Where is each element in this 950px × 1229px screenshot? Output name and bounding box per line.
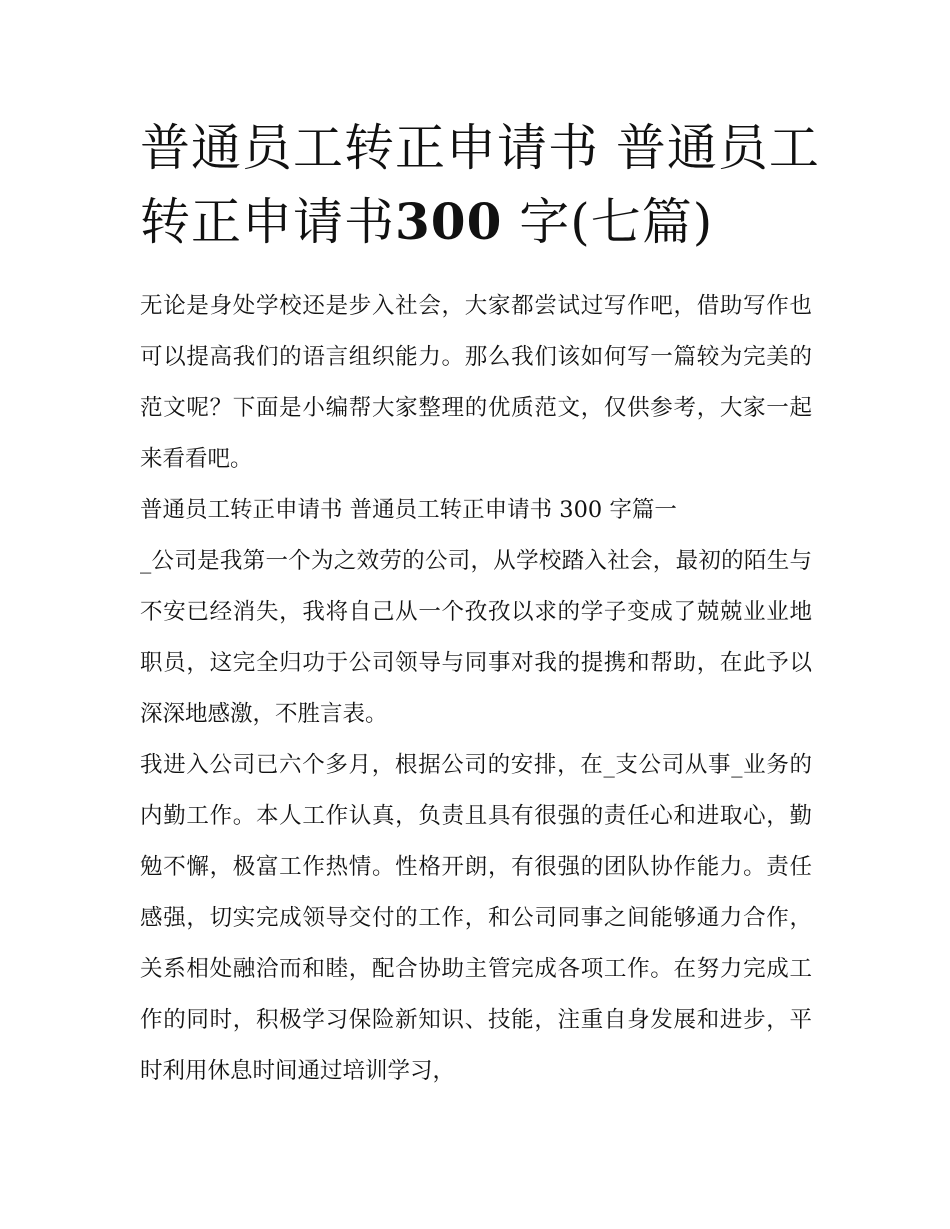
title-number: 300 [395, 192, 503, 251]
body-paragraph: _公司是我第一个为之效劳的公司，从学校踏入社会，最初的陌生与不安已经消失，我将自己从一个孜孜以求的学子变成了兢兢业业地职员，这完全归功于公司领导与同事对我的提携和帮助，在此予以深深地感激，不胜言表。 [140, 548, 812, 727]
intro-paragraph: 无论是身处学校还是步入社会，大家都尝试过写作吧，借助写作也可以提高我们的语言组织能力。那么我们该如何写一篇较为完美的范文呢？下面是小编帮大家整理的优质范文，仅供参考，大家一起来看看吧。 [140, 293, 812, 472]
document-title [140, 112, 820, 259]
title-text: 普通员工转正申请书 普通员工转正申请书 [140, 119, 820, 251]
title-suffix: 字(七篇) [502, 193, 714, 251]
document-body [140, 281, 812, 1097]
body-paragraph: 我进入公司已六个多月，根据公司的安排，在_支公司从事_业务的内勤工作。本人工作认真，负责且具有很强的责任心和进取心，勤勉不懈，极富工作热情。性格开朗，有很强的团队协作能力。责任感强，切实完成领导交付的工作，和公司同事之间能够通力合作，关系相处融洽而和睦，配合协助主管完成各项工作。在努力完成工作的同时，积极学习保险新知识、技能，注重自身发展和进步，平时利用休息时间通过培训学习， [140, 752, 812, 1084]
section-heading: 普通员工转正申请书 普通员工转正申请书 300 字篇一 [140, 497, 677, 523]
